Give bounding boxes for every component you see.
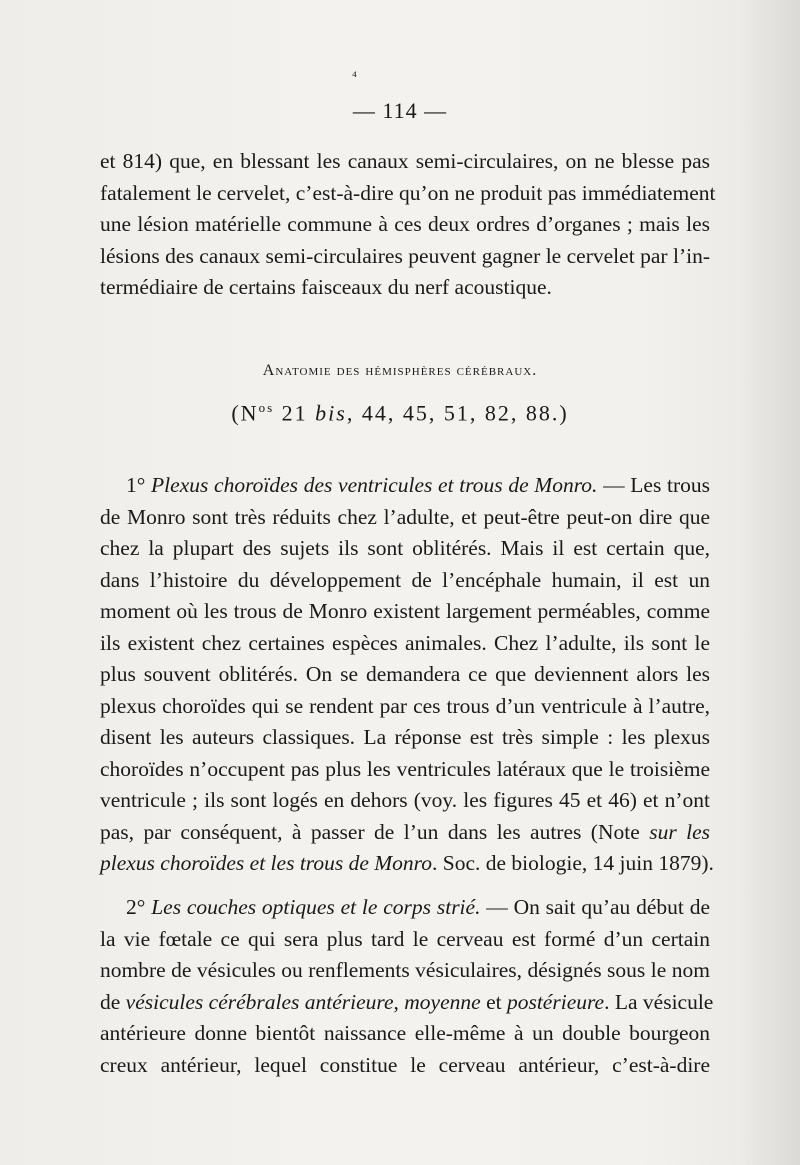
section-heading-text: Anatomie des hémisphères cérébraux. xyxy=(262,362,538,379)
paragraph-plexus xyxy=(100,470,714,880)
text-line: antérieure donne bientôt naissance elle-même à un double bourgeon xyxy=(100,1021,710,1045)
italic-term: postérieure xyxy=(506,989,605,1014)
page-edge-shadow xyxy=(740,0,800,1165)
refs-prefix: (N xyxy=(231,400,259,426)
text-line: lésions des canaux semi-circulaires peuvent gagner le cervelet par l’in- xyxy=(100,243,710,268)
italic-term: vésicules cérébrales antérieure xyxy=(125,989,394,1014)
text-line: chez la plupart des sujets ils sont oblitérés. Mais il est certain que, xyxy=(100,536,710,560)
text-fragment: . La vésicule xyxy=(604,989,714,1014)
paragraph-number: 2° xyxy=(126,895,146,919)
text-line: ils existent chez certaines espèces animales. Chez l’adulte, ils sont le xyxy=(100,630,710,655)
text-line: choroïdes n’occupent pas plus les ventricules latéraux que le troisième xyxy=(100,756,710,781)
text-line xyxy=(100,848,714,880)
note-title-part: sur les xyxy=(649,819,711,844)
text-fragment: de xyxy=(100,989,126,1014)
text-line: dans l’histoire du développement de l’encéphale humain, il est un xyxy=(100,567,710,592)
note-title-part: plexus choroïdes et les trous de Monro xyxy=(100,851,433,875)
text-line xyxy=(100,817,710,849)
refs-sup: os xyxy=(258,400,275,415)
text-line xyxy=(100,987,714,1019)
text-line: termédiaire de certains faisceaux du nerf acoustique. xyxy=(100,275,552,299)
text-line: une lésion matérielle commune à ces deux ordres d’organes ; mais les xyxy=(100,212,710,236)
text-line: plexus choroïdes qui se rendent par ces trous d’un ventricule à l’autre, xyxy=(100,693,710,718)
text-line: moment où les trous de Monro existent largement perméables, comme xyxy=(100,599,710,623)
text-line: de Monro sont très réduits chez l’adulte, et peut-être peut-on dire que xyxy=(100,504,710,529)
paragraph-first-line xyxy=(100,470,710,502)
page-number: — 114 — xyxy=(352,98,448,123)
paragraph-couches-optiques xyxy=(100,892,714,1081)
text-fragment: pas, par conséquent, à passer de l’un dans les autres (Note xyxy=(100,819,640,844)
section-heading xyxy=(0,362,800,380)
text-fragment: . Soc. de biologie, 14 juin 1879). xyxy=(432,851,714,875)
text-fragment: — On sait qu’au début de xyxy=(480,895,710,919)
margin-mark: ⁴ xyxy=(352,70,357,85)
paragraph-title: Les couches optiques et le corps strié. xyxy=(151,895,481,919)
text-line: et 814) que, en blessant les canaux semi-circulaires, on ne blesse pas xyxy=(100,149,710,173)
refs-rest: , 44, 45, 51, 82, 88.) xyxy=(346,400,569,426)
text-fragment: — Les trous xyxy=(597,473,711,497)
section-references xyxy=(0,400,800,426)
text-line: creux antérieur, lequel constitue le cerveau antérieur, c’est-à-dire xyxy=(100,1052,710,1077)
text-line: fatalement le cervelet, c’est-à-dire qu’on ne produit pas immédiatement xyxy=(100,180,716,205)
text-fragment: , xyxy=(393,989,405,1014)
text-line: la vie fœtale ce qui sera plus tard le cerveau est formé d’un certain xyxy=(100,926,710,951)
text-line: ventricule ; ils sont logés en dehors (voy. les figures 45 et 46) et n’ont xyxy=(100,788,710,812)
refs-num: 21 xyxy=(274,400,316,426)
paragraph-title: Plexus choroïdes des ventricules et trous de Monro. xyxy=(151,473,598,497)
text-line: disent les auteurs classiques. La réponse est très simple : les plexus xyxy=(100,725,710,749)
paragraph-number: 1° xyxy=(126,473,146,497)
refs-bis: bis xyxy=(315,400,347,426)
text-line: plus souvent oblitérés. On se demandera ce que deviennent alors les xyxy=(100,662,710,686)
italic-term: moyenne xyxy=(404,989,481,1014)
text-fragment: et xyxy=(480,989,507,1014)
paragraph-first-line xyxy=(100,892,710,924)
paragraph-continuation xyxy=(100,146,716,304)
text-line: nombre de vésicules ou renflements vésiculaires, désignés sous le nom xyxy=(100,958,710,982)
